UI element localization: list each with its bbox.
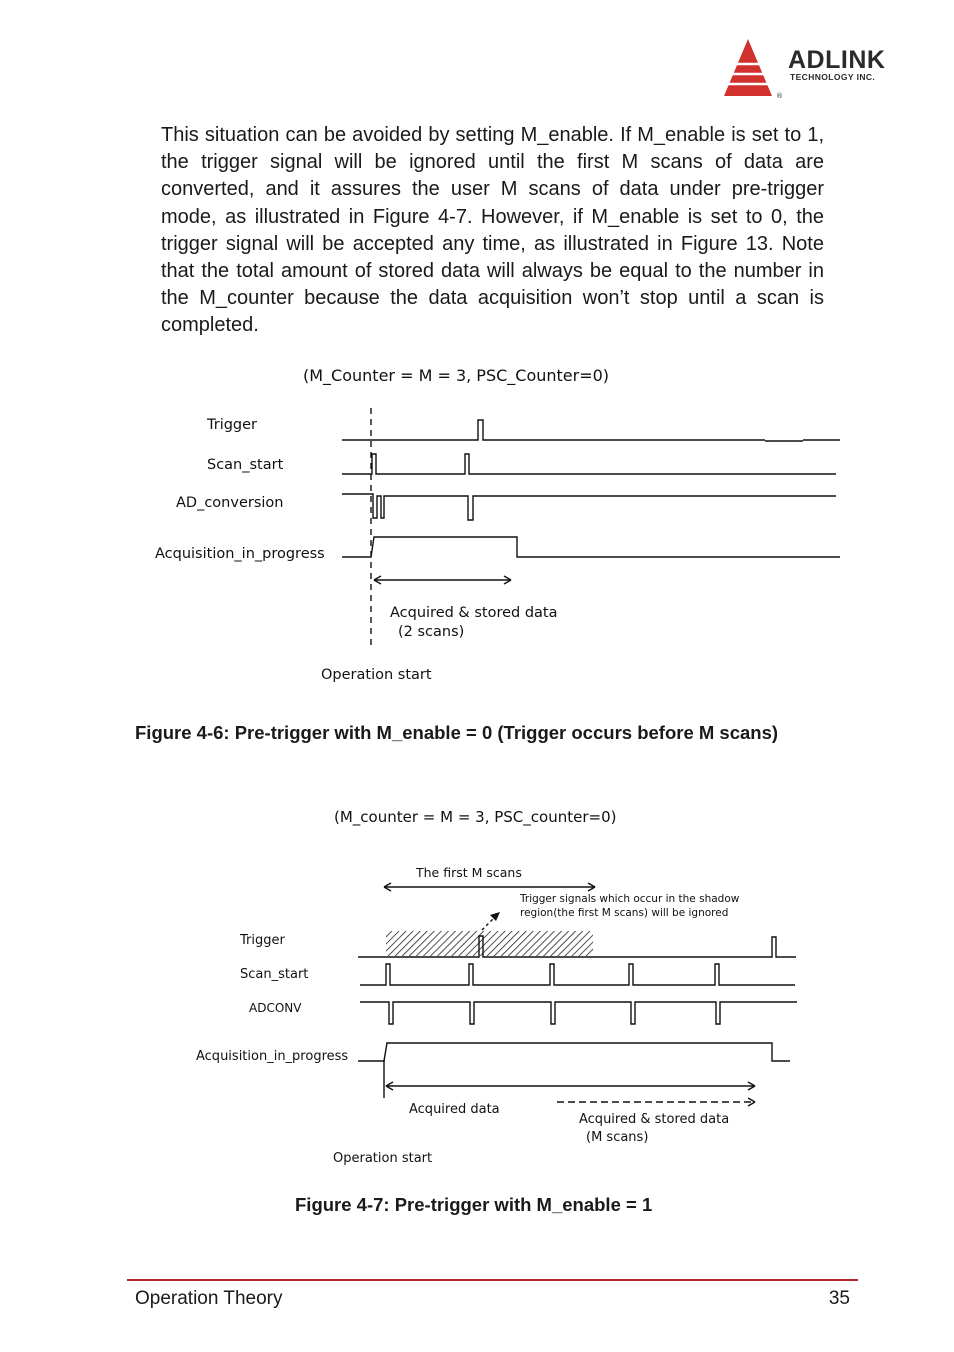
registered-mark: ®: [776, 92, 783, 100]
fig2-acquisition-waveform: [358, 1043, 790, 1061]
fig1-label-ad-conversion: AD_conversion: [176, 495, 284, 511]
fig2-scan-start-waveform: [360, 964, 795, 985]
fig1-label-acquisition: Acquisition_in_progress: [155, 546, 325, 562]
fig2-label-adconv: ADCONV: [249, 1001, 302, 1015]
fig1-operation-start: Operation start: [321, 667, 432, 683]
fig2-stored-scans: (M scans): [586, 1130, 649, 1145]
fig1-params: (M_Counter = M = 3, PSC_Counter=0): [303, 366, 610, 385]
fig1-label-trigger: Trigger: [207, 417, 258, 433]
logo-name: ADLINK: [788, 46, 886, 74]
footer-section: Operation Theory: [135, 1288, 283, 1309]
fig2-note-line1: Trigger signals which occur in the shadow: [520, 893, 740, 905]
fig1-acquired-scans: (2 scans): [398, 624, 465, 640]
fig2-first-m-scans: The first M scans: [416, 865, 522, 880]
fig2-label-acquisition: Acquisition_in_progress: [196, 1049, 349, 1064]
fig2-note-line2: region(the first M scans) will be ignored: [520, 907, 729, 919]
fig2-label-scan-start: Scan_start: [240, 967, 309, 982]
page-number: 35: [828, 1288, 850, 1309]
fig2-stored-label: Acquired & stored data: [579, 1112, 730, 1127]
logo-tagline: TECHNOLOGY INC.: [790, 72, 876, 82]
fig2-shadow-region: [386, 931, 593, 956]
fig1-acquired-label: Acquired & stored data: [390, 605, 558, 621]
fig2-acquired-data: Acquired data: [409, 1102, 500, 1117]
figure-4-6-caption: Figure 4-6: Pre-trigger with M_enable = 0 (Trigger occurs before M scans): [135, 722, 779, 743]
fig2-adconv-waveform: [360, 1002, 797, 1024]
fig1-label-scan-start: Scan_start: [207, 457, 284, 473]
fig2-params: (M_counter = M = 3, PSC_counter=0): [334, 808, 617, 826]
body-paragraph: This situation can be avoided by setting M_enable. If M_enable is set to 1, the trigger signal will be ignored until the first M scans of data are converted, and it assures the user M scans of data under pre-trigger mode, as illustrated in Figure 4-7. However, if M_enable is set to 0, the trigger signal will be accepted any time, as illustrated in Figure 13. Note that the total amount of stored data will always be equal to the number in the M_counter because the data acquisition won’t stop until a scan is completed.: [161, 124, 824, 337]
fig2-label-trigger: Trigger: [240, 933, 285, 948]
figure-4-7-caption: Figure 4-7: Pre-trigger with M_enable = 1: [295, 1194, 653, 1215]
footer-rule: [127, 1279, 858, 1281]
fig2-operation-start: Operation start: [333, 1151, 433, 1166]
